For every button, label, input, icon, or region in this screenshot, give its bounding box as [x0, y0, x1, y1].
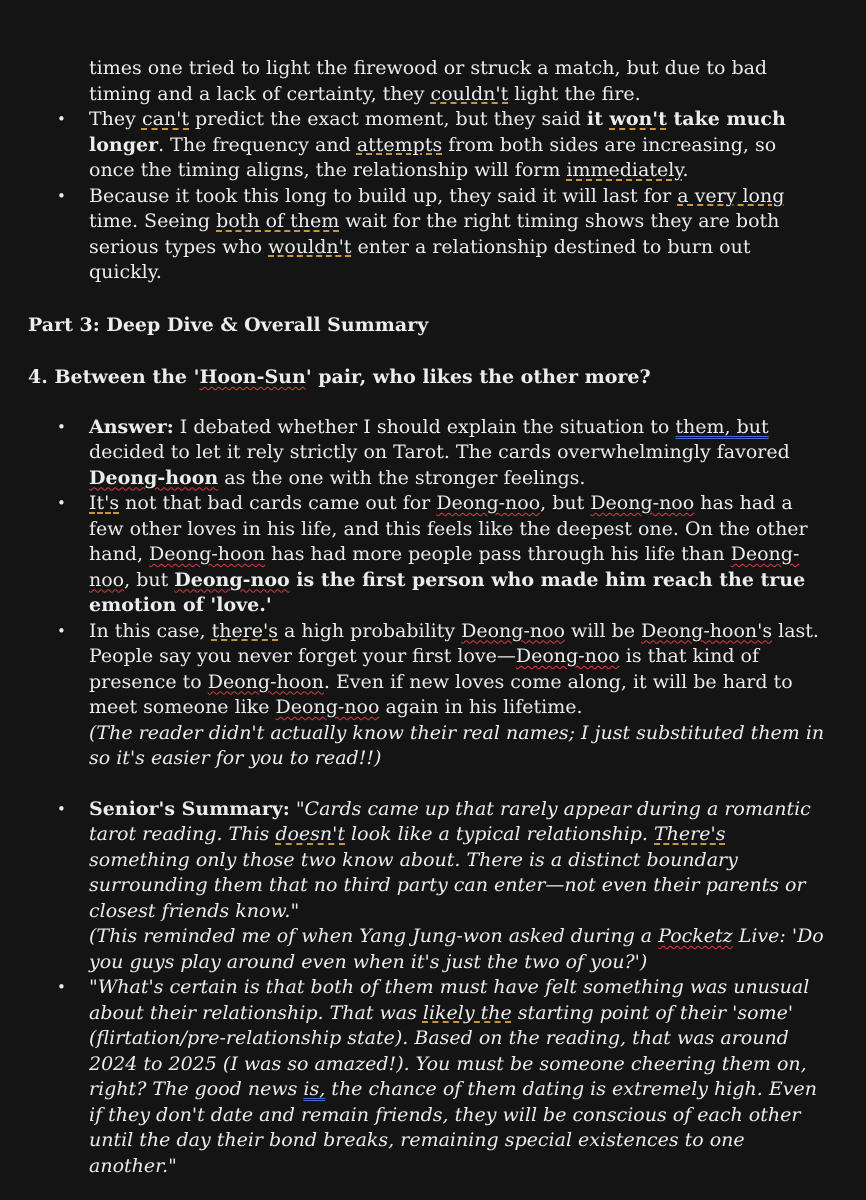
grammar-flagged-word[interactable]: won't	[609, 108, 667, 130]
text-run: "What's certain is that both of them must have felt something was unusual about their relationship. That was	[89, 976, 810, 1024]
text-run: is that kind of presence to	[89, 645, 760, 693]
grammar-flagged-word[interactable]: both of them	[216, 210, 340, 232]
spelling-flagged-word[interactable]: Deong-hoon	[149, 543, 266, 565]
spelling-flagged-word[interactable]: Deong-noo	[515, 645, 620, 667]
list-item-last-love	[28, 619, 826, 772]
question4-heading	[28, 365, 826, 391]
bold-text: is the first person who made him reach the true emotion of 'love.'	[89, 568, 806, 616]
spacer	[28, 772, 826, 797]
text-run: not that bad cards came out for	[119, 492, 437, 514]
text-run: the chance of them dating is extremely high. Even if they don't date and remain friends, they will be conscious of each other until the day their bond breaks, remaining special existences to one another."	[89, 1078, 817, 1177]
text-run: again in his lifetime.	[379, 696, 583, 718]
text-run: light the fire.	[508, 82, 641, 105]
text-run: (This reminded me of when Yang Jung-won asked during a	[89, 925, 659, 947]
spelling-flagged-word[interactable]: Hoon-Sun	[199, 366, 306, 388]
list-item-duration	[28, 184, 826, 286]
continued-paragraph	[28, 56, 826, 107]
text-run: I debated whether I should explain the situation to	[173, 415, 676, 438]
summary-bullet-list	[28, 797, 826, 1180]
spelling-flagged-word[interactable]: Pocketz	[658, 925, 733, 947]
list-item-prediction	[28, 107, 826, 184]
text-run: enter a relationship destined to burn out quickly.	[89, 235, 751, 283]
grammar-flagged-word[interactable]: likely the	[422, 1001, 512, 1024]
part3-heading: Part 3: Deep Dive & Overall Summary	[28, 313, 429, 336]
text-run: In this case,	[89, 619, 212, 642]
text-run: "Cards came up that rarely appear during a romantic tarot reading. This	[89, 797, 811, 845]
text-run: . Even if new loves come along, it will be hard to meet someone like	[89, 670, 793, 718]
grammar-flagged-word[interactable]: immediately	[566, 159, 683, 181]
list-item-loves	[28, 491, 826, 619]
grammar-flagged-word[interactable]: wouldn't	[268, 235, 352, 258]
text-run: . The frequency and	[158, 133, 357, 156]
summary-label: Senior's Summary:	[89, 797, 290, 820]
bold-text: take much longer	[89, 108, 786, 156]
text-run: Live: 'Do you guys play around even when it's just the two of you?')	[89, 925, 824, 973]
text-run: 4. Between the '	[28, 366, 200, 388]
bold-text: it	[586, 108, 610, 130]
text-run: something only those two know about. There is a distinct boundary surrounding them that no third party can enter—not even their parents or closest friends know."	[89, 848, 806, 922]
text-run: has had more people pass through his life than	[265, 543, 731, 565]
grammar-flagged-word[interactable]: There's	[654, 823, 726, 845]
text-run: a high probability	[278, 619, 462, 642]
grammar-flagged-word[interactable]: a very long	[677, 184, 785, 207]
grammar-flagged-word[interactable]: couldn't	[430, 82, 509, 105]
timing-bullet-list	[28, 107, 826, 286]
grammar-flagged-word[interactable]: can't	[141, 108, 190, 130]
spacer	[28, 391, 826, 415]
spelling-flagged-word[interactable]: Deong-noo	[275, 696, 380, 718]
text-run: ' pair, who likes the other more?	[305, 366, 651, 388]
grammar-flagged-word[interactable]: doesn't	[275, 823, 346, 845]
text-run: They	[89, 108, 142, 130]
text-run: times one tried to light the firewood or struck a match, but due to bad timing and a lack of certainty, they	[89, 57, 768, 105]
text-run: starting point of their 'some' (flirtation/pre-relationship state). Based on the reading, that was around 2024 to 2025 (I was so amazed!). You must be someone cheering them on, right? The good news	[89, 1001, 807, 1100]
text-run: .	[682, 159, 689, 181]
text-run: as the one with the stronger feelings.	[218, 466, 586, 489]
spacer	[28, 286, 826, 313]
list-item-certain	[28, 975, 826, 1179]
spelling-flagged-word[interactable]: Deong-noo	[89, 543, 800, 591]
spelling-flagged-word[interactable]: Deong-hoon	[89, 466, 219, 489]
text-run: last. People say you never forget your first love—	[89, 619, 819, 667]
italic-note: (The reader didn't actually know their real names; I just substituted them in so it's easier for you to read!!)	[89, 721, 825, 769]
text-run: decided to let it rely strictly on Tarot. The cards overwhelmingly favored	[89, 441, 790, 463]
text-run: time. Seeing	[89, 210, 217, 232]
list-item-senior-summary	[28, 797, 826, 976]
spelling-flagged-word[interactable]: Deong-hoon's	[641, 619, 773, 642]
spelling-flagged-word[interactable]: Deong-noo	[461, 619, 565, 642]
spelling-flagged-word[interactable]: Deong-noo	[590, 492, 695, 514]
spelling-flagged-word[interactable]: Deong-noo	[436, 492, 541, 514]
text-run: look like a typical relationship.	[345, 823, 654, 845]
text-run: , but	[540, 492, 591, 514]
grammar-flagged-word[interactable]: there's	[211, 619, 278, 642]
style-flagged-word[interactable]: is,	[303, 1078, 326, 1100]
text-run: from both sides are increasing, so once the timing aligns, the relationship will form	[89, 133, 777, 181]
text-run: , but	[124, 568, 175, 591]
answer-bullet-list	[28, 415, 826, 772]
grammar-flagged-word[interactable]: It's	[89, 492, 120, 514]
text-run: has had a few other loves in his life, and this feels like the deepest one. On the other hand,	[89, 492, 808, 565]
list-item-answer	[28, 415, 826, 492]
spacer	[28, 338, 826, 365]
grammar-flagged-word[interactable]: attempts	[356, 133, 443, 156]
text-run: predict the exact moment, but they said	[189, 108, 587, 130]
text-run: will be	[565, 619, 642, 642]
spelling-flagged-word[interactable]: Deong-noo	[174, 568, 290, 591]
spelling-flagged-word[interactable]: Deong-hoon	[207, 670, 324, 693]
style-flagged-word[interactable]: them, but	[675, 415, 769, 438]
answer-label: Answer:	[89, 415, 174, 438]
text-run: Because it took this long to build up, they said it will last for	[89, 184, 678, 207]
text-run: wait for the right timing shows they are both serious types who	[89, 210, 780, 258]
